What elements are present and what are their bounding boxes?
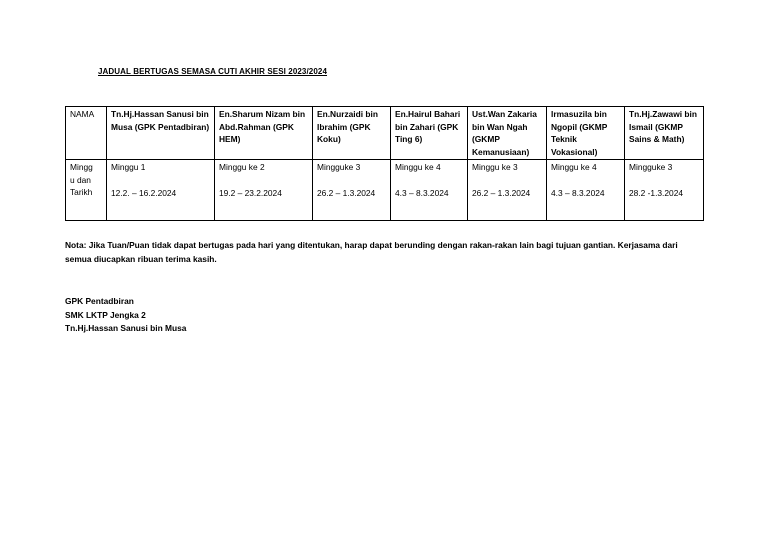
week-label: Minggu ke 2 xyxy=(219,162,265,172)
officer-name-cell: Tn.Hj.Zawawi bin Ismail (GKMP Sains & Math) xyxy=(625,107,704,160)
date-range: 4.3 – 8.3.2024 xyxy=(551,187,605,198)
week-label: Minggu 1 xyxy=(111,162,146,172)
schedule-cell xyxy=(313,160,391,221)
date-range: 4.3 – 8.3.2024 xyxy=(395,187,449,198)
signature-school: SMK LKTP Jengka 2 xyxy=(65,309,146,320)
week-label: Mingguke 3 xyxy=(629,162,673,172)
signature-position: GPK Pentadbiran xyxy=(65,296,134,306)
week-label: Minggu ke 4 xyxy=(551,162,597,172)
week-label: Minggu ke 3 xyxy=(472,162,518,172)
table-header-row xyxy=(66,107,704,160)
schedule-cell xyxy=(468,160,547,221)
schedule-cell xyxy=(215,160,313,221)
row-label-week-date xyxy=(66,160,107,221)
officer-name-cell: En.Hairul Bahari bin Zahari (GPK Ting 6) xyxy=(391,107,468,160)
schedule-cell xyxy=(107,160,215,221)
week-label: Mingguke 3 xyxy=(317,162,361,172)
date-range: 12.2. – 16.2.2024 xyxy=(111,187,177,198)
officer-name-cell: Ust.Wan Zakaria bin Wan Ngah (GKMP Kemanusiaan) xyxy=(468,107,547,160)
row-label-line: u dan xyxy=(70,174,91,185)
officer-name-cell: En.Nurzaidi bin Ibrahim (GPK Koku) xyxy=(313,107,391,160)
schedule-cell xyxy=(547,160,625,221)
officer-name-cell: Tn.Hj.Hassan Sanusi bin Musa (GPK Pentadbiran) xyxy=(107,107,215,160)
schedule-cell xyxy=(391,160,468,221)
duty-roster-table xyxy=(65,106,704,221)
document-title: JADUAL BERTUGAS SEMASA CUTI AKHIR SESI 2023/2024 xyxy=(98,67,328,76)
table-row-schedule xyxy=(66,160,704,221)
signature-name: Tn.Hj.Hassan Sanusi bin Musa xyxy=(65,323,187,333)
officer-name-cell: Irmasuzila bin Ngopil (GKMP Teknik Vokasional) xyxy=(547,107,625,160)
schedule-cell xyxy=(625,160,704,221)
week-label: Minggu ke 4 xyxy=(395,162,441,172)
date-range: 19.2 – 23.2.2024 xyxy=(219,187,282,198)
row-label-line: Tarikh xyxy=(70,187,93,197)
date-range: 28.2 -1.3.2024 xyxy=(629,187,684,198)
signature-block xyxy=(65,295,186,336)
note-paragraph: Nota: Jika Tuan/Puan tidak dapat bertugas pada hari yang ditentukan, harap dapat berunding dengan rakan-rakan lain bagi tujuan gantian. Kerjasama dari semua diucapkan ribuan terima kasih. xyxy=(65,240,678,264)
date-range: 26.2 – 1.3.2024 xyxy=(472,187,531,198)
header-label-nama: NAMA xyxy=(66,107,107,160)
date-range: 26.2 – 1.3.2024 xyxy=(317,187,376,198)
officer-name-cell: En.Sharum Nizam bin Abd.Rahman (GPK HEM) xyxy=(215,107,313,160)
row-label-line: Mingg xyxy=(70,162,93,172)
